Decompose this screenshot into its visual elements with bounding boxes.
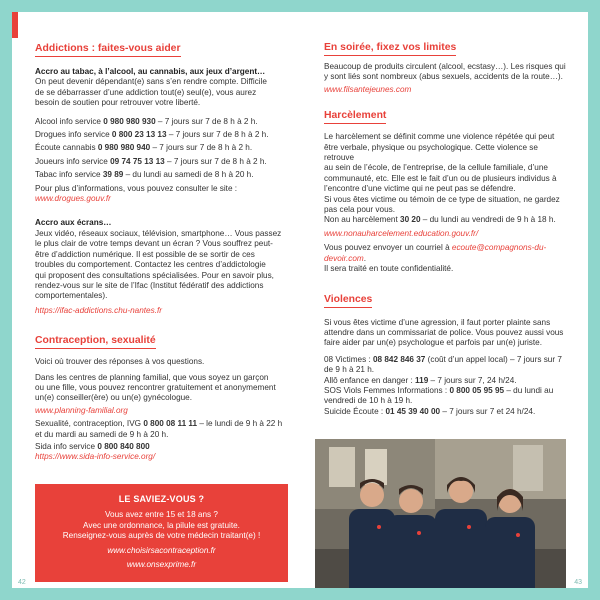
did-you-know-box xyxy=(35,484,288,582)
addictions-intro-line: On peut devenir dépendant(e) sans s’en rendre compte. Difficile xyxy=(35,77,267,87)
screens-line: rendez-vous sur le site de l’Ifac (Institut fédératif des addictions xyxy=(35,280,264,290)
nonauharcelement-link[interactable]: www.nonauharcelement.education.gouv.fr/ xyxy=(324,228,479,238)
section-title-contraception: Contraception, sexualité xyxy=(35,334,156,349)
addictions-intro-line: besoin de soutien pour retrouver votre liberté. xyxy=(35,98,201,108)
victimes-line: 08 Victimes : 08 842 846 37 (coût d’un appel local) – 7 jours sur 7 xyxy=(324,354,562,364)
sida-line: Sida info service 0 800 840 800 xyxy=(35,441,150,451)
ivg-line-2: et du mardi au samedi de 9 h à 20 h. xyxy=(35,429,169,439)
harcelement-line: l’encontre d’une victime qui ne peut pas se défendre. xyxy=(324,184,516,194)
service-tabac: Tabac info service 39 89 – du lundi au samedi de 8 h à 20 h. xyxy=(35,170,254,180)
allo-enfance-line: Allô enfance en danger : 119 – 7 jours sur 7, 24 h/24. xyxy=(324,375,517,385)
ivg-line: Sexualité, contraception, IVG 0 800 08 11 11 – le lundi de 9 h à 22 h xyxy=(35,419,283,429)
screens-line: être d’addiction numérique. Il est possible de se sortir de ces xyxy=(35,249,255,259)
harcelement-line: Si vous êtes victime ou témoin de ce type de situation, ne gardez xyxy=(324,194,560,204)
drogues-link[interactable]: www.drogues.gouv.fr xyxy=(35,194,111,204)
harcelement-number: Non au harcèlement 30 20 – du lundi au vendredi de 9 h à 18 h. xyxy=(324,215,556,225)
screens-line: le plus clair de votre temps devant un écran ? Vous souffrez peut- xyxy=(35,239,273,249)
screens-line: qui proposent des consultations spécialisées. Pour en savoir plus, xyxy=(35,270,274,280)
screens-line: troubles du comportement. Contactez les centres d’addictologie xyxy=(35,260,266,270)
did-you-know-title: LE SAVIEZ-VOUS ? xyxy=(118,494,205,504)
sos-viols-line-2: vendredi de 10 h à 19 h. xyxy=(324,396,413,406)
harcelement-confidential: Il sera traité en toute confidentialité. xyxy=(324,264,454,274)
screens-line: comportementales). xyxy=(35,291,108,301)
accent-rule xyxy=(12,12,18,38)
box-line: Avec une ordonnance, la pilule est gratuite. xyxy=(83,520,240,530)
section-title-harcelement: Harcèlement xyxy=(324,109,386,124)
contraception-line: ou une fille, vous pouvez rencontrer gratuitement et anonymement xyxy=(35,382,276,392)
contraception-intro: Voici où trouver des réponses à vos questions. xyxy=(35,357,205,367)
service-alcool: Alcool info service 0 980 980 930 – 7 jours sur 7 de 8 h à 2 h. xyxy=(35,116,258,126)
harcelement-email: Vous pouvez envoyer un courriel à ecoute@compagnons-du-devoir.com. xyxy=(324,243,547,263)
soiree-line: Beaucoup de produits circulent (alcool, ecstasy…). Les risques qui xyxy=(324,62,566,71)
more-info-text: Pour plus d’informations, vous pouvez consulter le site : xyxy=(35,183,238,193)
service-drogues: Drogues info service 0 800 23 13 13 – 7 jours sur 7 de 8 h à 2 h. xyxy=(35,130,269,140)
box-line: Renseignez-vous auprès de votre médecin traitant(e) ! xyxy=(62,531,261,541)
screens-line: Jeux vidéo, réseaux sociaux, télévision, smartphone… Vous passez xyxy=(35,228,282,238)
harcelement-line: au sein de l’école, de l’entreprise, de la cellule familiale, d’une xyxy=(324,163,548,173)
contraception-site-link[interactable]: www.choisirsacontraception.fr xyxy=(107,545,216,555)
harcelement-line: Le harcèlement se définit comme une violence répétée qui peut xyxy=(324,132,555,142)
page-number-left: 42 xyxy=(18,579,26,586)
victimes-line-2: de 9 h à 21 h. xyxy=(324,365,375,375)
harcelement-line: communauté, etc. Elle est le fait d’un ou de plusieurs individus à xyxy=(324,173,557,183)
addiction-services-list xyxy=(35,117,283,205)
group-photo-illustration xyxy=(315,439,566,588)
left-page xyxy=(12,12,300,588)
violences-line: attendre dans un commissariat de police. Vous pouvez aussi vous xyxy=(324,327,564,337)
section-title-soiree: En soirée, fixez vos limites xyxy=(324,41,456,56)
addictions-intro-bold: Accro au tabac, à l’alcool, au cannabis, aux jeux d’argent… xyxy=(35,67,266,76)
service-cannabis: Écoute cannabis 0 980 980 940 – 7 jours sur 7 de 8 h à 2 h. xyxy=(35,143,253,153)
page-number-right: 43 xyxy=(574,579,582,586)
harcelement-line: être verbale, physique ou psychologique. Cette violence se retrouve xyxy=(324,142,538,163)
section-title-violences: Violences xyxy=(324,293,372,308)
contraception-line: un(e) conseiller(ère) ou un(e) gynécologue. xyxy=(35,393,193,403)
sos-viols-line: SOS Viols Femmes Informations : 0 800 05 95 95 – du lundi au xyxy=(324,385,554,395)
box-line: Vous avez entre 15 et 18 ans ? xyxy=(105,510,218,519)
violences-line: faire aider par un(e) psychologue et parfois par un(e) juriste. xyxy=(324,338,542,348)
onsexprime-link[interactable]: www.onsexprime.fr xyxy=(126,560,197,570)
suicide-ecoute-line: Suicide Écoute : 01 45 39 40 00 – 7 jours sur 7 et 24 h/24. xyxy=(324,406,536,416)
filsante-link[interactable]: www.filsantejeunes.com xyxy=(324,84,412,94)
harcelement-line: pas cela pour vous. xyxy=(324,205,396,215)
section-title-addictions: Addictions : faites-vous aider xyxy=(35,42,181,57)
right-page xyxy=(300,12,588,588)
planning-familial-link[interactable]: www.planning-familial.org xyxy=(35,405,128,415)
contraception-line: Dans les centres de planning familial, que vous soyez un garçon xyxy=(35,372,269,382)
soiree-line: y sont liés sont nombreux (abus sexuels, accidents de la route…). xyxy=(324,72,563,82)
group-photo xyxy=(315,439,566,588)
ifac-link[interactable]: https://ifac-addictions.chu-nantes.fr xyxy=(35,305,162,315)
addictions-intro-line: de se débarrasser d’une addiction tout(e) seul(e), vous aurez xyxy=(35,87,257,97)
screens-bold: Accro aux écrans… xyxy=(35,218,112,228)
sida-link[interactable]: https://www.sida-info-service.org/ xyxy=(35,452,156,462)
service-joueurs: Joueurs info service 09 74 75 13 13 – 7 jours sur 7 de 8 h à 2 h. xyxy=(35,156,267,166)
violences-line: Si vous êtes victime d’une agression, il faut porter plainte sans xyxy=(324,317,551,327)
